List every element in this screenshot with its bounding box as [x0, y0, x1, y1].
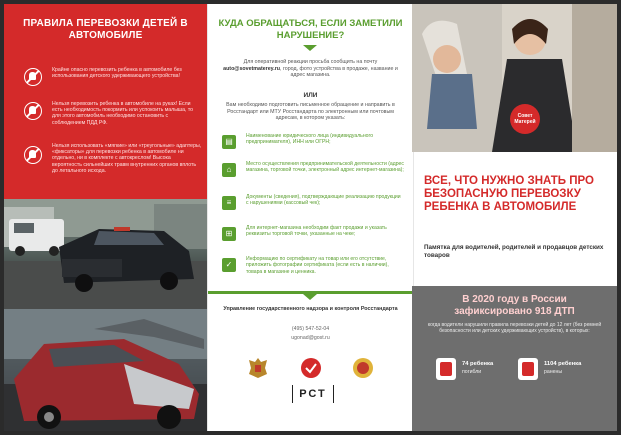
left-column — [4, 4, 207, 431]
requirement-item: ⊞ Для интернет-магазина необходим факт продажи и указать реквизиты торговой точки, указанные на чеке; — [222, 225, 406, 247]
rst-logo: РСТ — [292, 385, 334, 403]
right-column — [412, 4, 617, 431]
mother-and-child-in-car-photo — [412, 4, 617, 152]
injuries-label: ранены — [544, 369, 563, 375]
brochure-subtitle: Памятка для водителей, родителей и продавцов детских товаров — [424, 244, 604, 259]
deaths-count: 74 ребенка — [462, 361, 494, 367]
rule-1: Крайне опасно перевозить ребенка в автомобиле без использования детского удерживающего устройства! — [52, 67, 182, 80]
report-email-paragraph: Для оперативной реакции просьба сообщить на почту auto@sovetmaterey.ru, город, фото устройства в продаже, название и адрес магазина. — [223, 59, 398, 79]
document-icon: ≡ — [222, 196, 236, 210]
requirement-item: ≡ Документы (сведения), подтверждающие реализацию продукции с нарушениями (кассовый чек); — [222, 194, 406, 216]
phone-number: (495) 547-52-04 — [291, 326, 330, 332]
shopping-cart-icon: ⊞ — [222, 227, 236, 241]
report-email[interactable]: auto@sovetmaterey.ru — [223, 65, 281, 72]
deaths-label: погибли — [462, 369, 482, 375]
wrecked-red-car-photo — [4, 309, 207, 431]
statistics-description: когда водители нарушили правила перевозки детей до 12 лет (без ремней безопасности или детских удерживающих устройств), в которых: — [427, 322, 602, 335]
crashed-police-car-photo — [4, 199, 207, 309]
no-child-seat-icon — [24, 68, 42, 86]
certificate-icon: ✓ — [222, 258, 236, 272]
injuries-icon — [518, 358, 538, 380]
coat-of-arms-icon — [247, 356, 269, 380]
report-title: КУДА ОБРАЩАТЬСЯ, ЕСЛИ ЗАМЕТИЛИ НАРУШЕНИЕ? — [218, 18, 403, 41]
rule-3: Нельзя использовать «мягкие» или «треугольные» адаптеры, «фиксаторы» для перевозки ребенка в автомобиле ни отдельно, ни в комплекте с автокреслом! Высока вероятность сильнейших травм внутренних органов вплоть до летального исхода. — [52, 143, 202, 174]
requirement-item: ⌂ Место осуществления предпринимательской деятельности (адрес магазина, торговой точки, электронный адрес интернет-магазина); — [222, 161, 406, 183]
contact-email[interactable]: ugonad@gost.ru — [291, 335, 330, 341]
rules-title: ПРАВИЛА ПЕРЕВОЗКИ ДЕТЕЙ В АВТОМОБИЛЕ — [23, 18, 188, 41]
statistics-title: В 2020 году в России зафиксировано 918 ДТП — [454, 294, 575, 317]
injuries-count: 1104 ребенка — [544, 361, 582, 367]
badge-emblem-icon — [352, 356, 374, 380]
arrow-down-icon — [303, 45, 317, 51]
brochure-headline: ВСЕ, ЧТО НУЖНО ЗНАТЬ ПРО БЕЗОПАСНУЮ ПЕРЕВОЗКУ РЕБЕНКА В АВТОМОБИЛЕ — [424, 175, 594, 213]
arrow-down-icon — [303, 294, 317, 300]
no-holding-child-icon — [24, 102, 42, 120]
organization-name: Управление государственного надзора и контроля Росстандарта — [223, 306, 398, 312]
no-adapter-icon — [24, 146, 42, 164]
or-label: ИЛИ — [303, 92, 318, 99]
location-icon: ⌂ — [222, 163, 236, 177]
middle-column — [207, 4, 414, 431]
rules-panel — [4, 4, 207, 199]
company-icon: ▤ — [222, 135, 236, 149]
sovet-materey-logo-icon — [300, 356, 322, 380]
requirement-item: ▤ Наименование юридического лица (индивидуального предпринимателя), ИНН или ОГРН; — [222, 133, 406, 155]
deaths-icon — [436, 358, 456, 380]
sovet-materey-sticker: Совет Матерей — [510, 104, 540, 134]
requirement-item: ✓ Информацию по сертификату на товар или его отсутствие, приложить фотографии сертификата (если есть в наличии), товара в магазине и ценника. — [222, 256, 406, 278]
brochure-page — [4, 4, 617, 431]
rule-2: Нельзя перевозить ребенка в автомобиле на руках! Если есть необходимость покормить или успокоить малыша, то для этого автомобиль необходимо остановить с соблюдением ПДД РФ. — [52, 101, 194, 126]
written-request-paragraph: Вам необходимо подготовить письменное обращение и направить в Росстандарт или МТУ Росстандарта по электронным или почтовым адресам, в котором указать: — [226, 102, 395, 122]
